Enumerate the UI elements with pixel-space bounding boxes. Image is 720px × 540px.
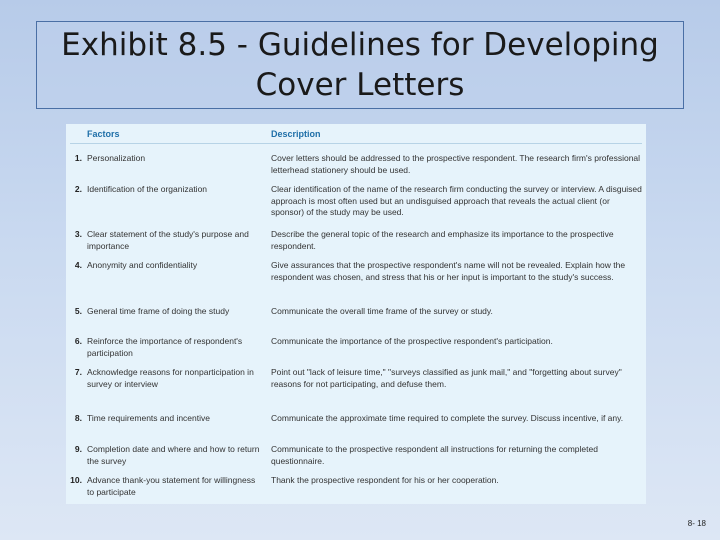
description-cell: Describe the general topic of the research and emphasize its importance to the prospective respondent.	[271, 229, 614, 251]
description-cell: Clear identification of the name of the research firm conducting the survey or interview. A disguised approach is most often used but an undisguised approach that reveals the actual client (or sponsor) of the study may be used.	[271, 184, 642, 217]
description-cell: Communicate the overall time frame of the survey or study.	[271, 306, 493, 316]
row-number: 5.	[74, 306, 82, 316]
row-number: 1.	[74, 153, 82, 163]
description-cell: Cover letters should be addressed to the prospective respondent. The research firm's professional letterhead stationery should be used.	[271, 153, 641, 175]
header-divider	[70, 143, 642, 144]
row-number: 9.	[74, 444, 82, 454]
factor-cell: Reinforce the importance of respondent's participation	[87, 336, 243, 358]
slide-number: 8- 18	[687, 519, 706, 528]
row-number: 7.	[74, 367, 82, 377]
row-number: 4.	[74, 260, 82, 270]
factors-column-header: Factors	[87, 129, 120, 139]
guidelines-table	[66, 124, 646, 504]
factor-cell: Anonymity and confidentiality	[87, 260, 198, 270]
factor-cell: Identification of the organization	[87, 184, 208, 194]
description-cell: Give assurances that the prospective respondent's name will not be revealed. Explain how the respondent was chosen, and stress that his or her input is important to the study's success.	[271, 260, 626, 282]
factor-cell: Personalization	[87, 153, 146, 163]
slide-title-box	[36, 21, 684, 109]
description-cell: Point out "lack of leisure time," "surveys classified as junk mail," and "forgetting about survey" reasons for not participating, and defuse them.	[271, 367, 622, 389]
description-cell: Communicate the importance of the prospective respondent's participation.	[271, 336, 553, 346]
factor-cell: Acknowledge reasons for nonparticipation in survey or interview	[87, 367, 254, 389]
description-cell: Communicate the approximate time required to complete the survey. Discuss incentive, if any.	[271, 413, 624, 423]
factor-cell: Time requirements and incentive	[87, 413, 210, 423]
description-cell: Communicate to the prospective respondent all instructions for returning the completed questionnaire.	[271, 444, 598, 466]
row-number: 2.	[74, 184, 82, 194]
row-number: 3.	[74, 229, 82, 239]
slide-title-line-2: Cover Letters	[255, 67, 465, 103]
row-number: 10.	[70, 475, 82, 485]
description-column-header: Description	[271, 129, 321, 139]
row-number: 6.	[74, 336, 82, 346]
factor-cell: Advance thank-you statement for willingness to participate	[87, 475, 256, 497]
factor-cell: Completion date and where and how to return the survey	[87, 444, 260, 466]
factor-cell: Clear statement of the study's purpose and importance	[87, 229, 249, 251]
slide-title-line-1: Exhibit 8.5 - Guidelines for Developing	[61, 27, 659, 63]
description-cell: Thank the prospective respondent for his or her cooperation.	[271, 475, 499, 485]
row-number: 8.	[74, 413, 82, 423]
factor-cell: General time frame of doing the study	[87, 306, 230, 316]
